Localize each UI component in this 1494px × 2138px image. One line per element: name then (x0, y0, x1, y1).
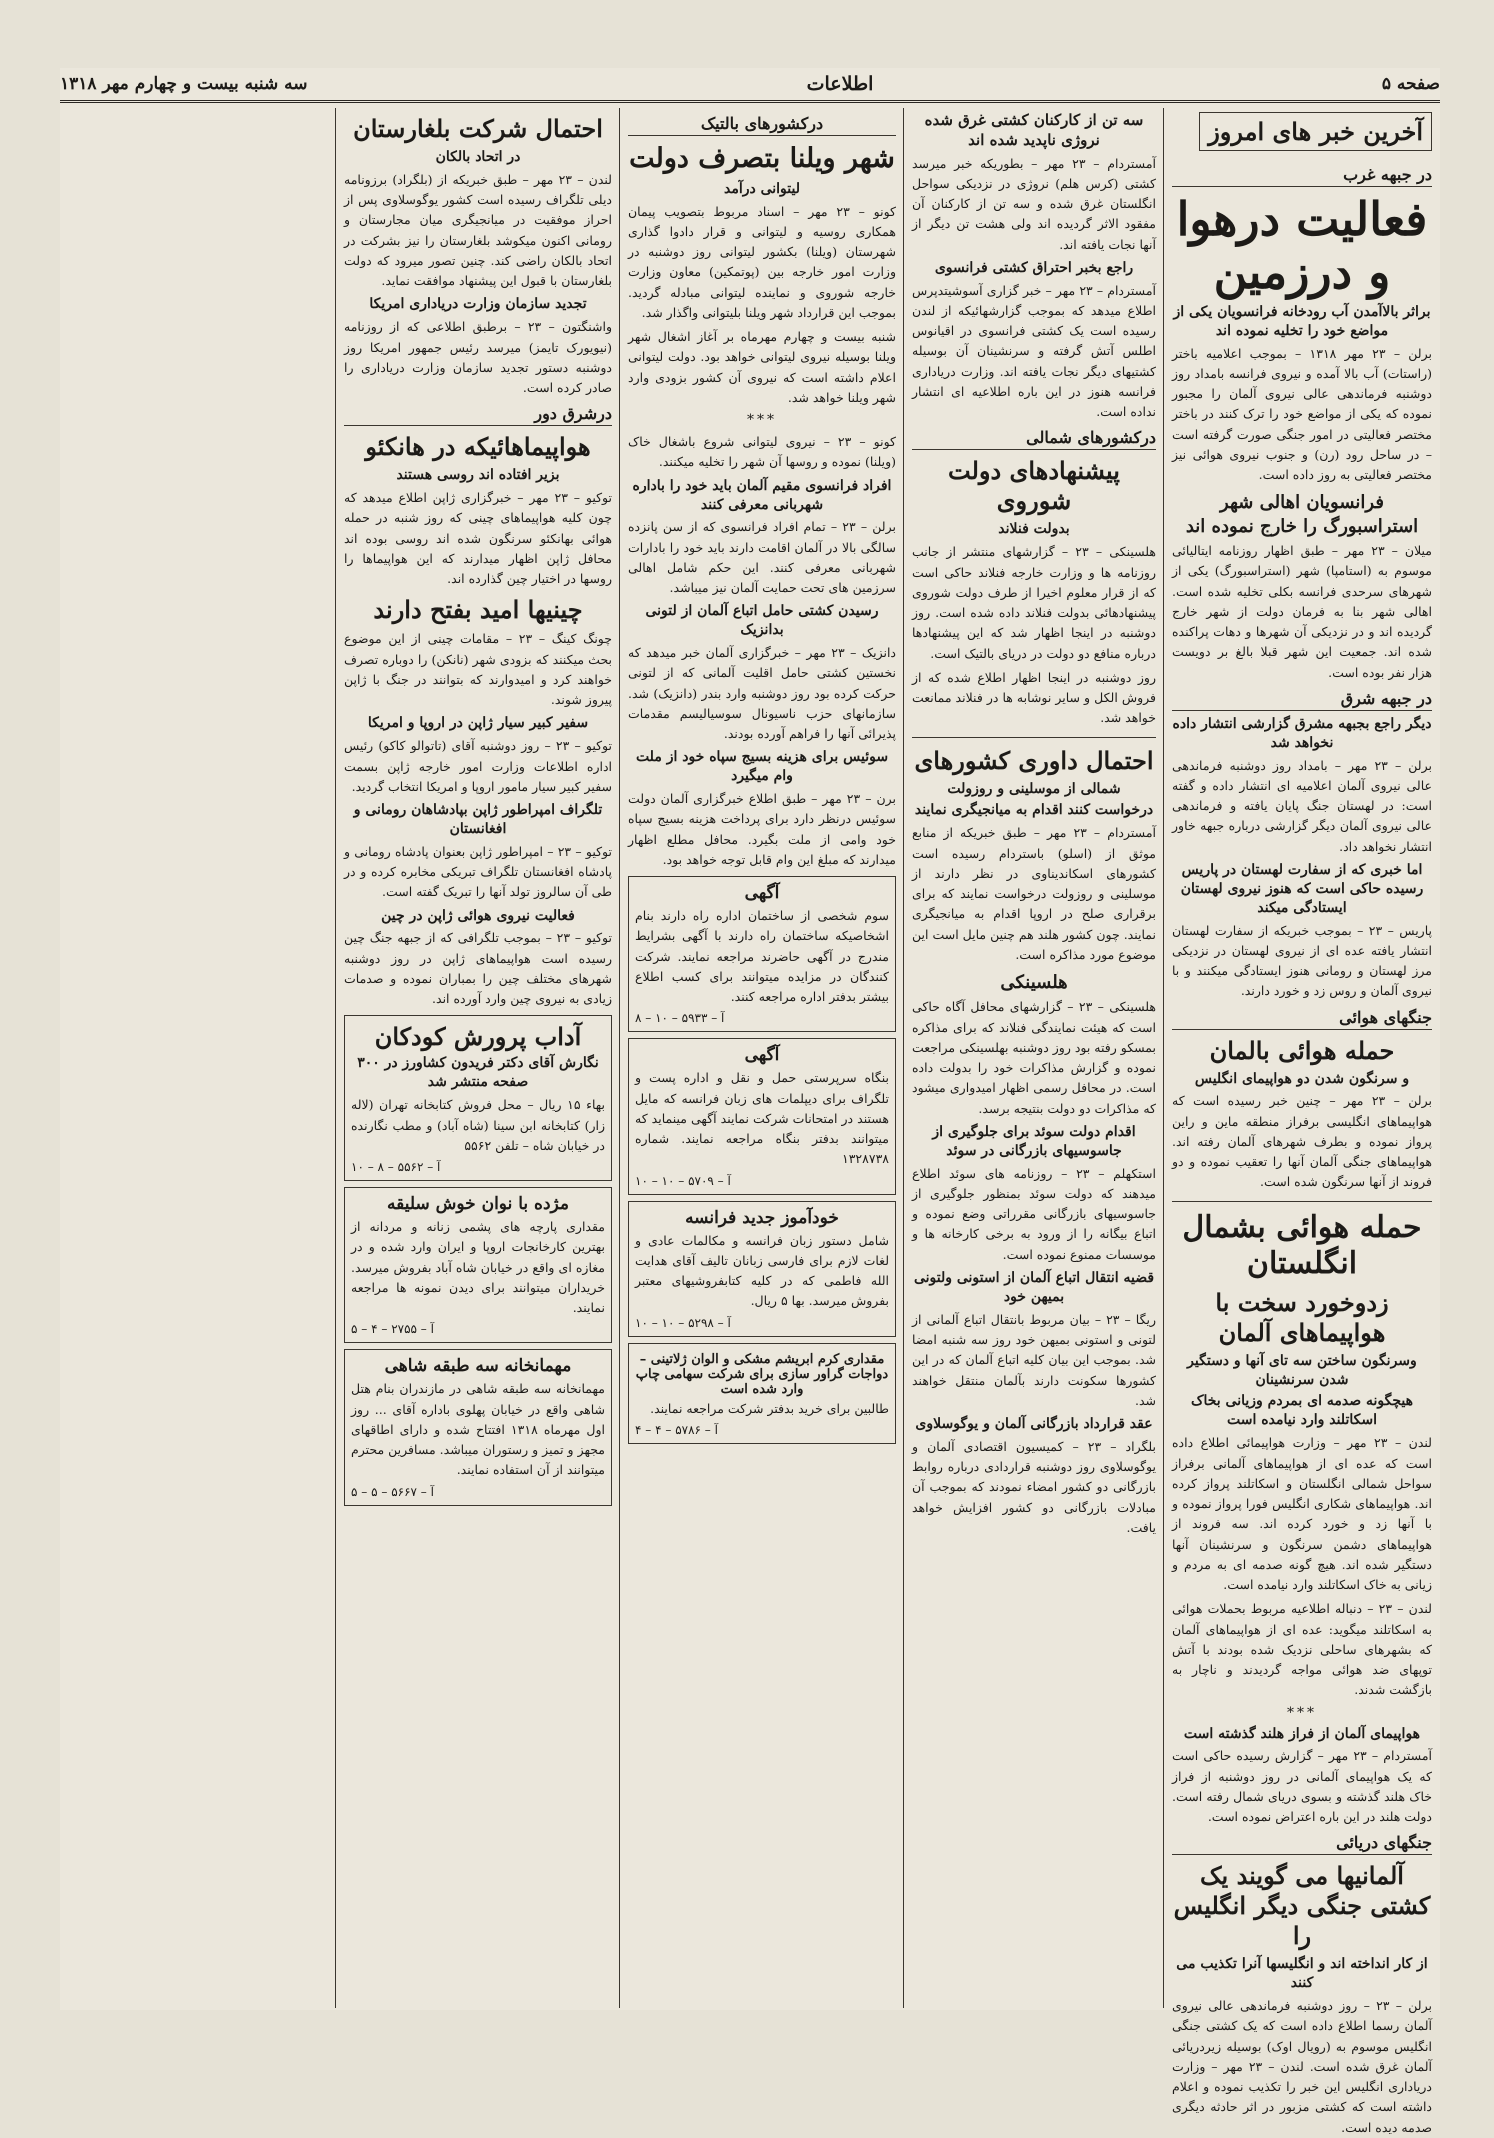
headline-vilnius: شهر ویلنا بتصرف دولت (629, 143, 895, 174)
ad-body: بنگاه سرپرستی حمل و نقل و اداره پست و تلگراف برای دیپلمات های زبان فرانسه که مایل هستند در امتحانات شرکت نمایند آگهی مینماید که میتوانند بدفتر بنگاه مراجعه نمایند. شماره ۱۳۲۸۷۳۸ (635, 1070, 889, 1167)
subhead-mediation: شمالی از موسلینی و روزولت (947, 780, 1121, 797)
divider (912, 737, 1156, 738)
headline-baltic-germans: قضیه انتقال اتباع آلمان از استونی ولتونی بمیهن خود (913, 1269, 1155, 1305)
ad-subtitle: نگارش آقای دکتر فریدون کشاورز در ۳۰۰ صفحه منتشر شد (357, 1055, 599, 1091)
article-body: چونگ کینگ – ۲۳ – مقامات چینی از این موضوع بحث میکنند که بزودی شهر (نانکن) را دوباره تصرف خواهند کرد و امیدوارند که بتوانند در جنگ با ژاپن پیروز شوند. (344, 631, 612, 708)
paper-name: اطلاعات (806, 73, 874, 95)
latest-news-banner: آخرین خبر های امروز (1199, 112, 1432, 151)
article-body: دانزیک – ۲۳ مهر – خبرگزاری آلمان خبر میدهد که نخستین کشتی حامل اقلیت آلمانی که از لتونی حرکت کرده بود روز دوشنبه وارد بندر (دانزیک) شد. سازمانهای حزب ناسیونال سوسیالیسم مقدمات پذیرائی آنها را فراهم آورده بودند. (628, 645, 897, 742)
advertisement (344, 1187, 612, 1343)
subhead-hankou: بزیر افتاده اند روسی هستند (396, 467, 560, 484)
article-body: ریگا – ۲۳ – بیان مربوط بانتقال اتباع آلمانی از لتونی و استونی بمیهن خود روز سه شنبه امضا شد. بموجب این بیان کلیه اتباع آلمان که در این کشورها سکونت دارند بآلمان منتقل خواهند شد. (912, 1311, 1156, 1408)
headline-trade-agreement: عقد قرارداد بازرگانی آلمان و یوگوسلاوی (915, 1416, 1153, 1433)
headline-japan-air: فعالیت نیروی هوائی ژاپن در چین (381, 907, 575, 924)
article-body: روز دوشنبه در اینجا اظهار اطلاع شده که از فروش الکل و سایر نوشابه ها در فنلاند ممانعت خواهد شد. (912, 669, 1156, 726)
article-body: توکیو – ۲۳ مهر – خبرگزاری ژاپن اطلاع میدهد که چون کلیه هواپیماهای چینی که روز شنبه در حمله هوائی بهانکئو سرنگون شده اند روسی بوده اند محافل ژاپن اظهار میدارند که این هواپیماها را روسها در اختیار چین گذارده اند. (344, 490, 612, 587)
headline-holland: هواپیمای آلمان از فراز هلند گذشته است (1183, 1725, 1421, 1742)
ad-code: آ – ۵۶۶۷ – ۵ – ۵ (351, 1484, 434, 1499)
subhead-mediation-2: درخواست کنند اقدام به میانجیگری نمایند (914, 802, 1154, 819)
section-east-front: در جبهه شرق (1172, 689, 1432, 711)
advertisement (344, 1349, 612, 1505)
subhead-clash: زدوخورد سخت با هواپیماهای آلمان (1215, 1287, 1389, 1347)
headline-air-attack-england: حمله هوائی بشمال انگلستان (1182, 1209, 1422, 1281)
ad-body: طالبین برای خرید بدفتر شرکت مراجعه نمایند. (650, 1400, 889, 1416)
subhead-lithuania: لیتوانی درآمد (723, 180, 800, 197)
section-air-war: جنگهای هوائی (1172, 1008, 1432, 1030)
article-body: برلن – ۲۳ مهر – بامداد روز دوشنبه فرماندهی عالی نیروی آلمان اعلامیه ای انتشار داده و گفته است: در لهستان جنگ پایان یافته و فرماندهی عالی نیروی آلمان دیگر گزارشی درباره جبهه خاور انتشار نخواهد داد. (1172, 757, 1432, 854)
ad-code: آ – ۵۹۳۳ – ۱۰ – ۸ (635, 1011, 725, 1026)
advertisement (628, 876, 896, 1032)
section-northern-countries: درکشورهای شمالی (912, 428, 1156, 450)
divider (1172, 1201, 1432, 1202)
article-body: برلن – ۲۳ – تمام افراد فرانسوی که از سن پانزده سالگی بالا در آلمان اقامت دارند باید خود را بادارات شهربانی معرفی کنند. این حکم شامل اهالی سرزمین های تحت حمایت آلمان نیز میباشد. (628, 519, 896, 596)
article-body: برلن – ۲۳ مهر – چنین خبر رسیده است که هواپیماهای انگلیسی برفراز منطقه ماین و راین پرواز نموده و بطرف شهرهای آلمان رفته اند. هواپیماهای جنگی آلمان آنها را تعقیب نموده و دو فروند از آنها سرنگون شده است. (1172, 1093, 1432, 1190)
page-number: صفحه ۵ (1381, 74, 1440, 94)
advertisement (628, 1343, 896, 1444)
ad-title: مقداری کرم ابریشم مشکی و الوان ژلاتینی – دواجات گراور سازی برای شرکت سهامی چاپ وارد شده است (635, 1351, 889, 1397)
headline-china-hope: چینیها امید بفتح دارند (373, 595, 583, 625)
ad-code: آ – ۵۷۰۹ – ۱۰ – ۱۰ (635, 1173, 731, 1188)
headline-strasbourg: فرانسویان اهالی شهر استراسبورگ را خارج نموده اند (1185, 492, 1419, 537)
ad-body: مهمانخانه سه طبقه شاهی در مازندران بنام هتل شاهی واقع در خیابان پهلوی باداره آقای ... روز اول مهرماه ۱۳۱۸ افتتاح شده و دارای اطاقهای مجهز و تمیز و رستوران میباشد. مسافرین محترم میتوانند از آن استفاده نمایند. (351, 1381, 605, 1478)
article-body: آمستردام – ۲۳ مهر – طبق خبریکه از منابع موثق از (اسلو) باستردام رسیده است کشورهای اسکاندیناوی در نظر دارند از موسلینی و روزولت درخواست نمایند که برای برقراری صلح در اروپا اقدام به میانجیگری نمایند. چون کشور هلند هم چنین مایل است این موضوع مورد مذاکره است. (912, 825, 1156, 962)
column-3 (620, 108, 904, 2008)
article-body: کونو – ۲۳ – نیروی لیتوانی شروع باشغال خاک (ویلنا) نموده و روسها آن شهر را تخلیه میکنند. (628, 434, 896, 470)
article-body: استکهلم – ۲۳ – روزنامه های سوئد اطلاع میدهند که دولت سوئد بمنظور جلوگیری از جاسوسیهای بازرگانی مقرراتی وضع نموده و اتباع بیگانه را از ورود به برخی کارخانه ها و موسسات ممنوع نموده است. (912, 1165, 1156, 1262)
ad-body: شامل دستور زبان فرانسه و مکالمات عادی و لغات لازم برای فارسی زبانان تالیف آقای هدایت الله فاطمی که در کلیه کتابفروشیهای معتبر بفروش میرسد. بها ۵ ریال. (635, 1232, 889, 1309)
article-body: لندن – ۲۳ مهر – وزارت هواپیمائی اطلاع داده است که عده ای از هواپیماهای آلمانی برفراز سواحل شمالی انگلستان و اسکاتلند پرواز کرده اند. هواپیماهای شکاری انگلیس فورا پرواز نموده و با آنها زد و خورد کرده اند. سه فروند از هواپیماهای دشمن سرنگون و سرنشینان آنها دستگیر شده اند. هیچ گونه صدمه ای به مردم و زیانی به خاک اسکاتلند وارد نیامده است. (1172, 1435, 1432, 1592)
ad-title: مهمانخانه سه طبقه شاهی (384, 1356, 572, 1377)
advertisement (344, 1015, 612, 1181)
headline-soviet-proposals: پیشنهادهای دولت شوروی (948, 456, 1120, 516)
ad-title: خودآموز جدید فرانسه (685, 1207, 839, 1228)
issue-date: سه شنبه بیست و چهارم مهر ۱۳۱۸ (60, 74, 308, 94)
main-subhead: براثر بالاآمدن آب رودخانه فرانسویان یکی از مواضع خود را تخلیه نموده اند (1173, 303, 1431, 339)
article-body: کونو – ۲۳ مهر – اسناد مربوط بتصویب پیمان همکاری روسیه و لیتوانی و قرار دادوا گذاری شهرستان (ویلنا) بکشور لیتوانی روز دوشنبه در وزارت امور خارجه بین (پوتمکین) معاون وزارت خارجه شوروی و نماینده لیتوانی مبادله گردید. بموجب این قرارداد شهر ویلنا بلیتوانی واگذار شد. (628, 203, 896, 320)
ad-code: آ – ۵۷۸۶ – ۴ – ۴ (635, 1422, 718, 1437)
article-body: توکیو – ۲۳ – بموجب تلگرافی که از جبهه جنگ چین رسیده است هواپیماهای ژاپن در روز دوشنبه شهرهای مختلف چین را بمباران نموده و صدمات زیادی به نیروی چین وارد آورده اند. (344, 930, 612, 1007)
article-body: واشنگتون – ۲۳ – برطبق اطلاعی که از روزنامه (نیویورک تایمز) میرسد رئیس جمهور امریکا روز دوشنبه دستور تجدید سازمان وزارت دریاداری را صادر کرده است. (344, 319, 613, 396)
ad-title: مژده با نوان خوش سلیقه (386, 1194, 570, 1215)
ad-code: آ – ۵۵۶۲ – ۸ – ۱۰ (351, 1160, 441, 1175)
column-2 (904, 108, 1164, 2008)
headline-east-front: دیگر راجع بجبهه مشرق گزارشی انتشار داده نخواهد شد (1172, 715, 1432, 751)
article-body: هلسینکی – ۲۳ – گزارشهای منتشر از جانب روزنامه ها و وزارت خارجه فنلاند حاکی است که از قرار معلوم اخیرا از طرف دولت شوروی پیشنهادهائی بدولت فنلاند داده شده است. روز دوشنبه در اینجا اظهار شد که این پیشنهادها درباره منافع دو دولت در دریای بالتیک است. (912, 544, 1156, 661)
headline-us-navy: تجدید سازمان وزارت دریاداری امریکا (369, 296, 587, 313)
subhead-balkan: در اتحاد بالکان (435, 149, 521, 165)
section-sea-war: جنگهای دریائی (1172, 1833, 1432, 1855)
section-baltic: درکشورهای بالتیک (628, 114, 896, 136)
headline-warship: آلمانیها می گویند یک کشتی جنگی دیگر انگلیس را (1173, 1861, 1431, 1951)
headline-ambassador: سفیر کبیر سیار ژاپن در اروپا و امریکا (367, 715, 589, 732)
advertisement (628, 1201, 896, 1337)
headline-norwegian-ship: سه تن از کارکنان کشتی غرق شده نروژی ناپدید شده اند (924, 111, 1144, 150)
headline-sweden: اقدام دولت سوئد برای جلوگیری از جاسوسیهای بازرگانی در سوئد (932, 1123, 1136, 1159)
article-body: برلن – ۲۳ مهر ۱۳۱۸ – بموجب اعلامیه باختر (راستات) آب بالا آمده و نیروی فرانسه بامداد روز دوشنبه فرماندهی عالی نیروی آلمان را مجبور نموده که یکی از مواضع خود را ترک کنند در باختر مختصر فعالیتی در امور جنگی صورت گرفته است – در ساحل رود (رن) و جنوب نیروی هوائی نیز مختصر فعالیتی به روز داده است. (1172, 345, 1432, 483)
article-body: هلسینکی – ۲۳ – گزارشهای محافل آگاه حاکی است که هیئت نمایندگی فنلاند که برای مذاکره بمسکو رفته بود روز دوشنبه بهلسینکی مراجعت نموده و گزارش مذاکرات خود را بدولت داده است. در محافل رسمی اظهار امیدواری میشود که مذاکرات دو دولت بنتیجه برسد. (912, 999, 1156, 1116)
article-body: میلان – ۲۳ مهر – طبق اظهار روزنامه ایتالیائی موسوم به (استامپا) شهر (استراسبورگ) یکی از شهرهای سرحدی فرانسه بکلی تخلیه شده است. اهالی شهر بنا به فرمان دولت از شهر خارج گردیده اند و در نزدیکی آن شهرها و دهات پراکنده شده اند. جمعیت این شهر قبلا بالغ بر دویست هزار نفر بوده است. (1172, 543, 1432, 680)
headline-helsinki: هلسینکی (1000, 972, 1068, 994)
article-body: پاریس – ۲۳ – بموجب خبریکه از سفارت لهستان انتشار یافته عده ای از نیروی لهستان در نزدیکی مرز لهستان و رومانی هنوز ایستادگی میکنند و با نیروی آلمان و روس زد و خورد دارند. (1172, 922, 1432, 999)
article-body: توکیو – ۲۳ – روز دوشنبه آقای (تاتوالو کاکو) رئیس اداره اطلاعات وزارت امور خارجه ژاپن بسمت سفیر کبیر سیار مامور اروپا و امریکا انتخاب گردید. (344, 738, 612, 794)
masthead (60, 68, 1440, 103)
main-headline: فعالیت درهوا و درزمین (1176, 192, 1428, 299)
article-body: بلگراد – ۲۳ – کمیسیون اقتصادی آلمان و یوگوسلاوی روز دوشنبه قراردادی درباره روابط بازرگانی دو کشور امضاء نمودند که بموجب آن مبادلات بازرگانی دو کشور افزایش خواهد یافت. (912, 1438, 1156, 1535)
article-body: لندن – ۲۳ – دنباله اطلاعیه مربوط بحملات هوائی به اسکاتلند میگوید: عده ای از هواپیماهای آلمان که بشهرهای ساحلی نزدیک شده بودند با آتش توپهای ضد هوائی مواجه گردیدند و ناچار به بازگشت شدند. (1172, 1601, 1432, 1698)
separator-stars: *** (1287, 1704, 1317, 1721)
headline-swiss-loan: سوئیس برای هزینه بسیج سپاه خود از ملت وام میگیرد (635, 749, 889, 785)
section-west-front: در جبهه غرب (1172, 165, 1432, 187)
headline-danzig-ship: رسیدن کشتی حامل اتباع آلمان از لتونی بدانزیک (645, 603, 879, 639)
article-body: توکیو – ۲۳ – امپراطور ژاپن بعنوان پادشاه رومانی و پادشاه افغانستان تلگراف تبریکی مخابره کرده و در طی آن سالروز تولد آنها را تبریک گفته است. (344, 843, 612, 900)
subhead-downed: وسرنگون ساختن سه تای آنها و دستگیر شدن سرنشینان (1187, 1352, 1417, 1388)
ad-title: آگهی (744, 883, 780, 904)
headline-poland: اما خبری که از سفارت لهستان در پاریس رسیده حاکی است که هنوز نیروی لهستان ایستادگی میکند (1180, 861, 1424, 916)
headline-mediation: احتمال داوری کشورهای (914, 745, 1154, 775)
ad-body: مقداری پارچه های پشمی زنانه و مردانه از بهترین کارخانجات اروپا و ایران وارد شده و در مغازه ای واقع در خیابان شاه آباد بفروش میرسد. خریداران میتوانند برای دیدن نمونه ها مراجعه نمایند. (351, 1219, 605, 1316)
subhead-finland: بدولت فنلاند (998, 521, 1070, 538)
newspaper-page (60, 68, 1440, 2135)
subhead-no-damage: هیچگونه صدمه ای بمردم وزیانی بخاک اسکاتلند وارد نیامده است (1190, 1393, 1414, 1429)
article-body: برن – ۲۳ مهر – طبق اطلاع خبرگزاری آلمان دولت سوئیس درنظر دارد برای پرداخت هزینه بسیج سپاه خود وامی از ملت بگیرد. محافل مطلع اظهار میدارند که مبلغ این وام قابل توجه خواهد بود. (628, 791, 896, 867)
column-4 (336, 108, 620, 2008)
article-body: برلن – ۲۳ – روز دوشنبه فرماندهی عالی نیروی آلمان رسما اطلاع داده است که یک کشتی جنگی انگلیس موسوم به (رویال اوک) بوسیله زیردریائی آلمان غرق شده است. لندن – ۲۳ مهر – وزارت دریاداری انگلیس این خبر را تکذیب نموده و اعلام داشته است که کشتی مزبور در اثر حادثه دیگری صدمه دیده است. (1172, 1998, 1432, 2135)
headline-air-attack-germany: حمله هوائی بالمان (1209, 1035, 1395, 1065)
ad-title: آداب پرورش کودکان (374, 1022, 582, 1052)
article-body: آمستردام – ۲۳ مهر – بطوریکه خبر میرسد کشتی (کرس هلم) نروژی در نزدیکی سواحل انگلستان غرق شده و سه تن از کارکنان آن مفقود الاثر گردیده اند ولی هشت تن دیگر از آنها نجات یافته اند. (912, 155, 1157, 252)
ad-code: آ – ۵۲۹۸ – ۱۰ – ۱۰ (635, 1315, 731, 1330)
headline-french-in-germany: افراد فرانسوی مقیم آلمان باید خود را باداره شهربانی معرفی کنند (632, 477, 892, 513)
subhead-warship: از کار انداخته اند و انگلیسها آنرا تکذیب می کنند (1176, 1956, 1428, 1992)
ad-title: آگهی (744, 1045, 780, 1066)
headline-french-ship: راجع بخبر احتراق کشتی فرانسوی (934, 259, 1134, 276)
ad-code: آ – ۲۷۵۵ – ۴ – ۵ (351, 1322, 434, 1337)
article-body: لندن – ۲۳ مهر – طبق خبریکه از (بلگراد) برزونامه دیلی تلگراف رسیده است کشور یوگوسلاوی پس از احراز موفقیت در میانجیگری میان مجارستان و رومانی اکنون میکوشد بلغارستان را نیز بشرکت در اتحاد بالکان راضی کند. چنین تصور میرود که دولت بلغارستان با قبول این پیشنهاد موافقت نماید. (344, 171, 612, 289)
headline-hankou: هواپیماهائیکه در هانکئو (365, 432, 591, 462)
article-body: آمستردام – ۲۳ مهر – خبر گزاری آسوشیتدپرس اطلاع میدهد که بموجب گزارشهائیکه از لندن رسیده است یک کشتی فرانسوی در اقیانوس اطلس آتش گرفته و سرنشینان آن بوسیله کشتیهای دیگر نجات یافته اند. وزارت دریاداری فرانسه هنوز در این باره اطلاعیه ای انتشار نداده است. (912, 282, 1156, 420)
headline-telegram: تلگراف امپراطور ژاپن بپادشاهان رومانی و افغانستان (353, 802, 603, 837)
column-1 (1164, 108, 1440, 2135)
section-far-east: درشرق دور (344, 404, 612, 426)
ad-body: سوم شخصی از ساختمان اداره راه دارند بنام اشخاصیکه ساختمان راه دارند با آگهی بشرایط مندرج در آگهی حاضرند مراجعه نمایند. شرکت کنندگان در مزایده میتوانند برای کسب اطلاع بیشتر بدفتر اداره مراجعه کنند. (635, 908, 889, 1005)
ad-body: بهاء ۱۵ ریال – محل فروش کتابخانه تهران (لاله زار) کتابخانه ابن سینا (شاه آباد) و مطب نگارنده در خیابان شاه – تلفن ۵۵۶۲ (351, 1097, 605, 1153)
subhead-air-attack-germany: و سرنگون شدن دو هواپیمای انگلیس (1194, 1070, 1410, 1087)
article-body: شنبه بیست و چهارم مهرماه بر آغاز اشغال شهر ویلنا بوسیله نیروی لیتوانی خواهد بود. دولت لیتوانی اعلام داشته است که نیروی آن کشور بزودی وارد شهر ویلنا خواهد شد. (628, 329, 896, 405)
headline-bulgaria: احتمال شرکت بلغارستان (353, 114, 603, 143)
article-body: آمستردام – ۲۳ مهر – گزارش رسیده حاکی است که یک هواپیمای آلمانی در روز دوشنبه از فراز خاک هلند گذشته و بسوی دریای شمال رفته است. دولت هلند در این باره اعتراض نموده است. (1172, 1748, 1432, 1825)
advertisement (628, 1038, 896, 1194)
separator-stars: *** (747, 412, 777, 429)
